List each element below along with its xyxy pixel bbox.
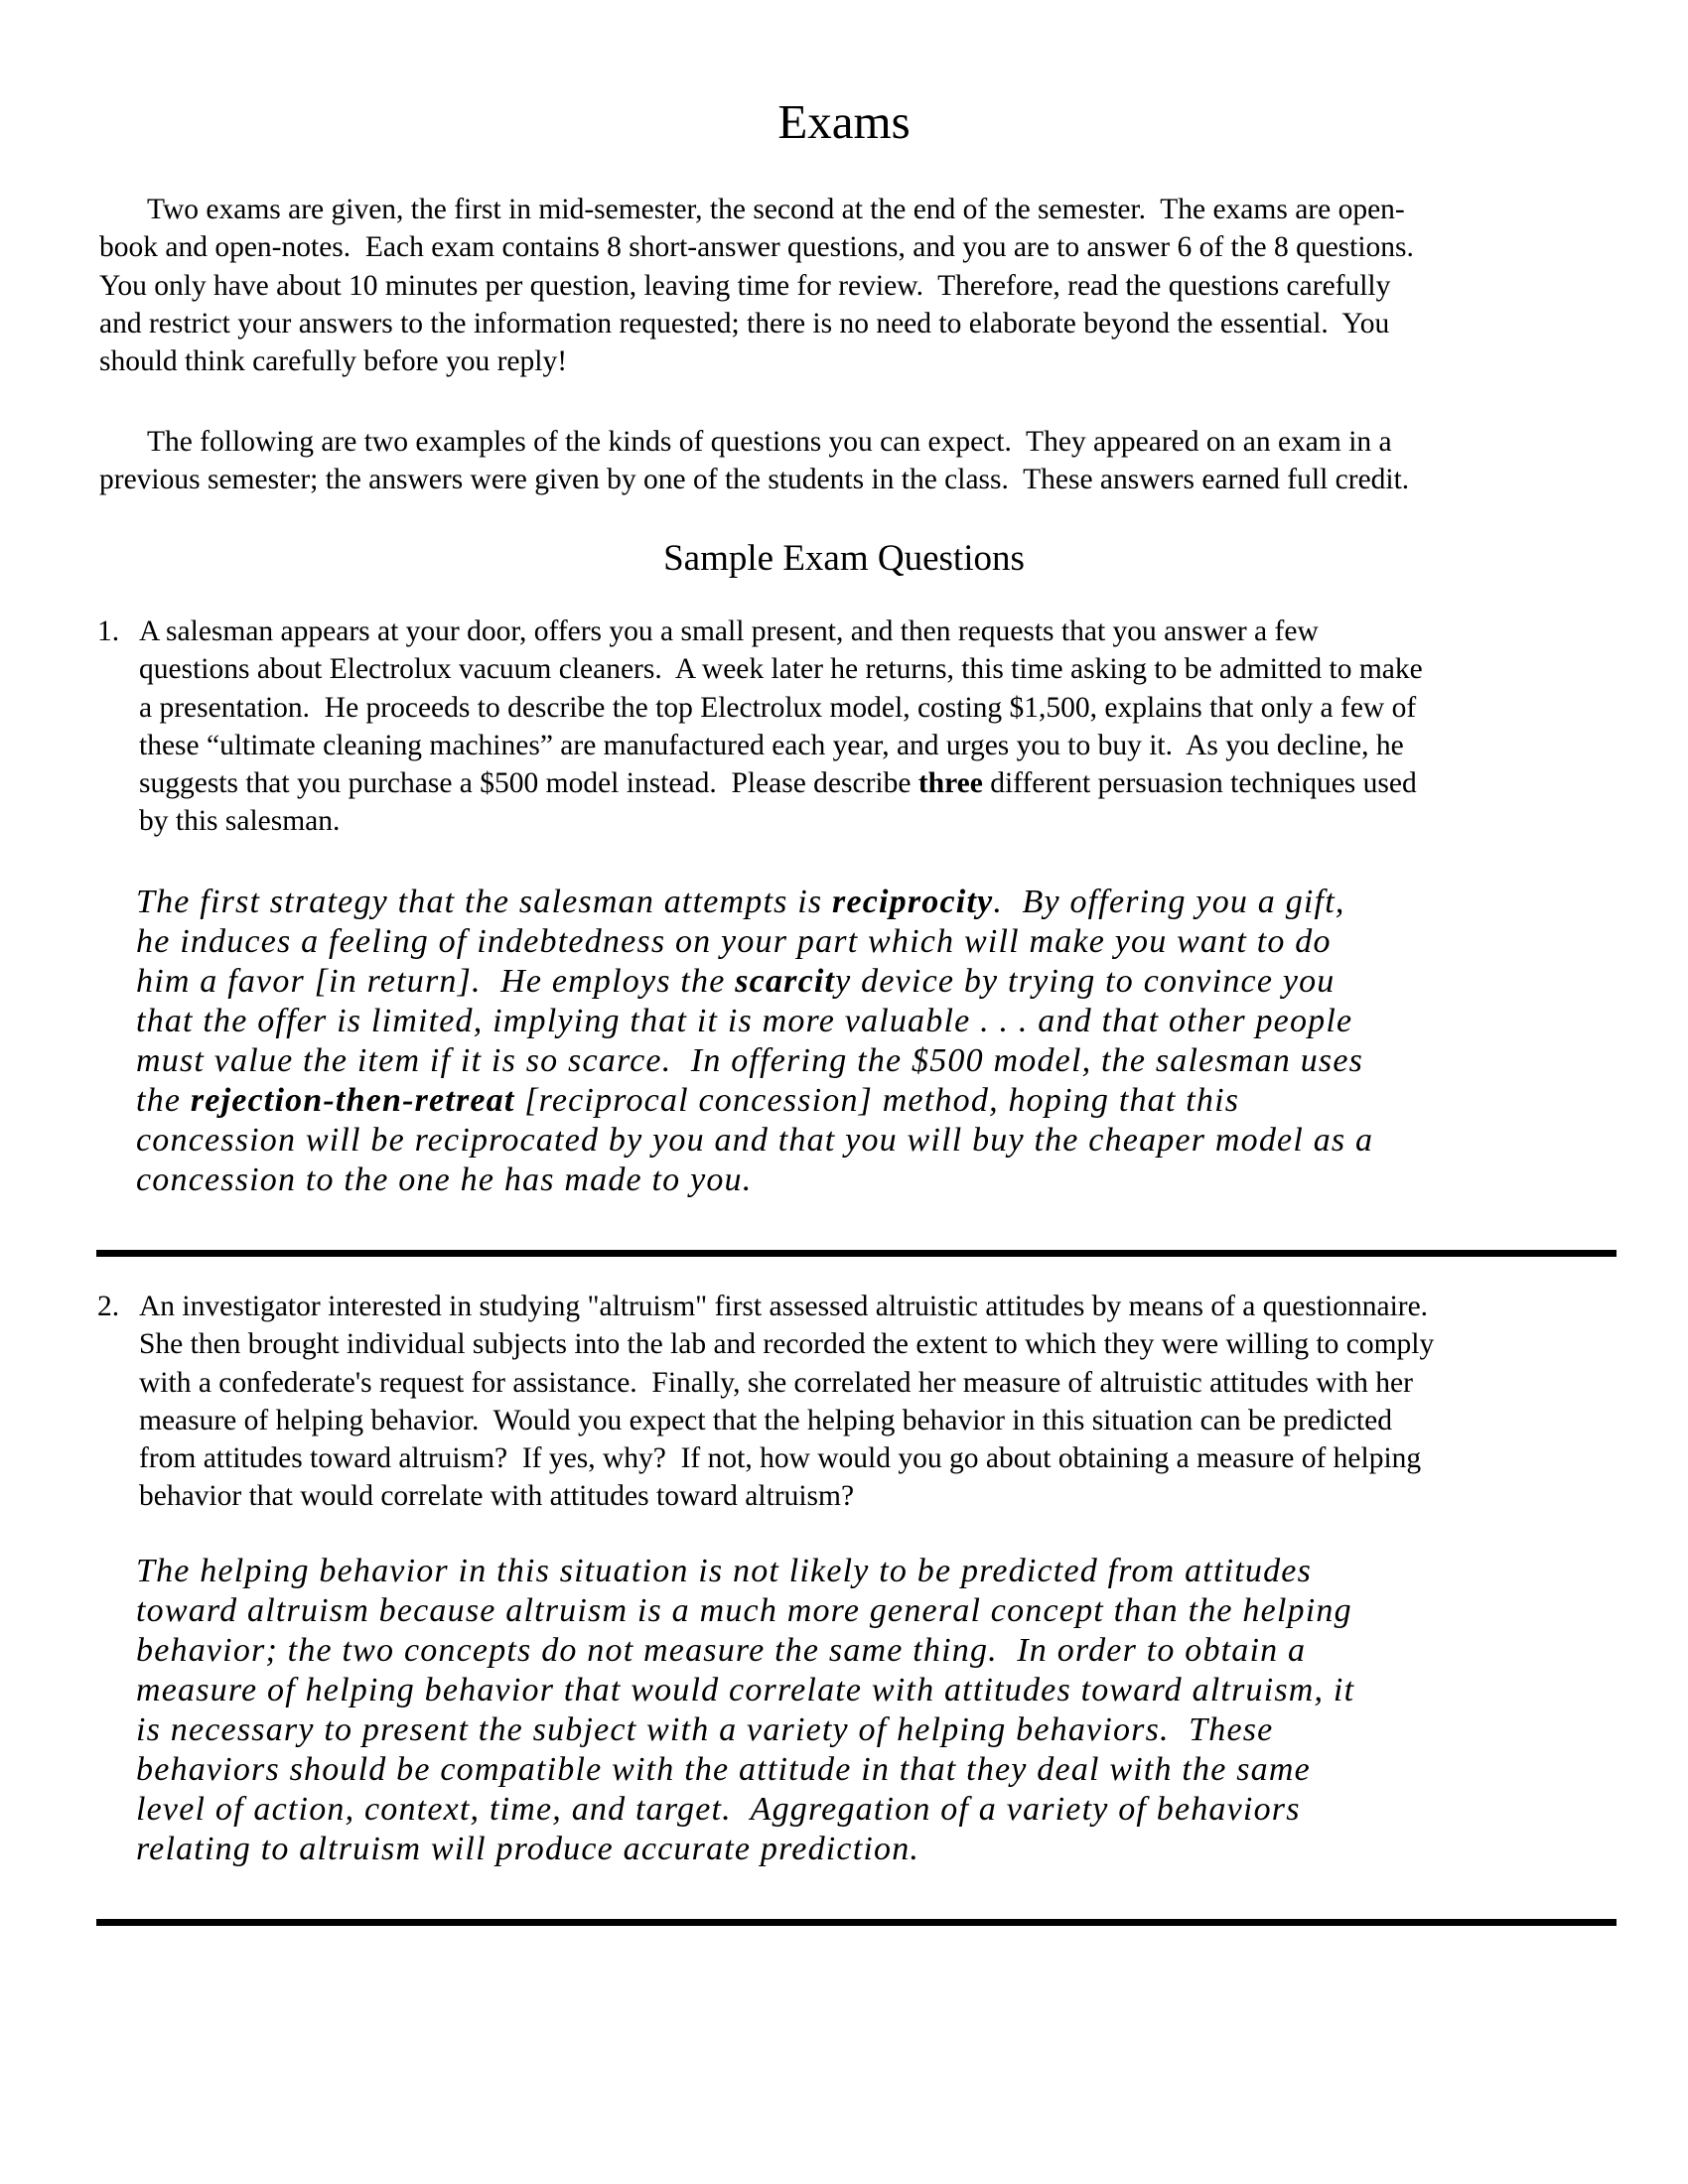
text-line: The first strategy that the salesman attempts is reciprocity. By offering you a gift, [136,884,1345,920]
answer-1-text [136,883,1625,1200]
text-line: the rejection-then-retreat [reciprocal concession] method, hoping that this [136,1082,1240,1119]
text-line: level of action, context, time, and target. Aggregation of a variety of behaviors [136,1791,1301,1828]
question-1-number: 1. [97,615,120,647]
text-line: The following are two examples of the kinds of questions you can expect. They appeared on an exam in a [147,426,1392,458]
text-line: these “ultimate cleaning machines” are manufactured each year, and urges you to buy it. As you decline, he [139,729,1404,761]
text-line: him a favor [in return]. He employs the scarcity device by trying to convince you [136,963,1336,1000]
text-line: with a confederate's request for assistance. Finally, she correlated her measure of altruistic attitudes with her [139,1366,1413,1399]
answer-2-text [136,1552,1625,1869]
text-line: behaviors should be compatible with the attitude in that they deal with the same [136,1751,1311,1788]
section-heading: Sample Exam Questions [663,538,1025,579]
text-line: by this salesman. [139,805,341,838]
text-line: The helping behavior in this situation is not likely to be predicted from attitudes [136,1553,1313,1589]
text-line: concession will be reciprocated by you and that you will buy the cheaper model as a [136,1122,1374,1159]
text-line: questions about Electrolux vacuum cleaners. A week later he returns, this time asking to be admitted to make [139,653,1423,686]
question-2-number: 2. [97,1291,120,1322]
question-2-text [139,1288,1626,1516]
text-line: previous semester; the answers were given by one of the students in the class. These answers earned full credit. [99,464,1410,496]
text-line: suggests that you purchase a $500 model instead. Please describe three different persuasion techniques used [139,767,1417,800]
question-1-text [139,613,1626,841]
text-line: behavior; the two concepts do not measure the same thing. In order to obtain a [136,1632,1307,1669]
text-line: that the offer is limited, implying that it is more valuable . . . and that other people [136,1003,1353,1039]
text-line: She then brought individual subjects into the lab and recorded the extent to which they were willing to comply [139,1328,1435,1361]
question-2 [97,1288,1626,1516]
text-line: he induces a feeling of indebtedness on your part which will make you want to do [136,923,1332,960]
text-line: measure of helping behavior. Would you expect that the helping behavior in this situation can be predicted [139,1404,1392,1436]
page-title: Exams [777,94,911,149]
text-line: should think carefully before you reply! [99,345,568,378]
section-divider-1 [96,1250,1617,1257]
text-line: You only have about 10 minutes per question, leaving time for review. Therefore, read the questions carefully [99,269,1391,302]
text-line: measure of helping behavior that would correlate with attitudes toward altruism, it [136,1672,1355,1708]
text-line: concession to the one he has made to you. [136,1161,753,1198]
text-line: a presentation. He proceeds to describe the top Electrolux model, costing $1,500, explains that only a few of [139,691,1417,724]
text-line: from attitudes toward altruism? If yes, why? If not, how would you go about obtaining a measure of helping [139,1442,1422,1475]
text-line: is necessary to present the subject with a variety of helping behaviors. These [136,1711,1274,1748]
text-line: Two exams are given, the first in mid-semester, the second at the end of the semester. The exams are open- [147,194,1405,225]
intro-paragraph-1 [99,191,1609,380]
text-line: A salesman appears at your door, offers you a small present, and then requests that you answer a few [139,615,1319,647]
question-1 [97,613,1626,841]
text-line: relating to altruism will produce accurate prediction. [136,1831,920,1867]
text-line: must value the item if it is so scarce. In offering the $500 model, the salesman uses [136,1042,1364,1079]
text-line: An investigator interested in studying "altruism" first assessed altruistic attitudes by means of a questionnaire. [139,1291,1429,1322]
text-line: and restrict your answers to the information requested; there is no need to elaborate beyond the essential. You [99,307,1390,340]
text-line: toward altruism because altruism is a much more general concept than the helping [136,1592,1352,1629]
text-line: behavior that would correlate with attitudes toward altruism? [139,1480,855,1513]
text-line: book and open-notes. Each exam contains 8 short-answer questions, and you are to answer 6 of the 8 questions. [99,231,1414,264]
section-divider-2 [96,1919,1617,1926]
intro-paragraph-2 [99,423,1609,499]
